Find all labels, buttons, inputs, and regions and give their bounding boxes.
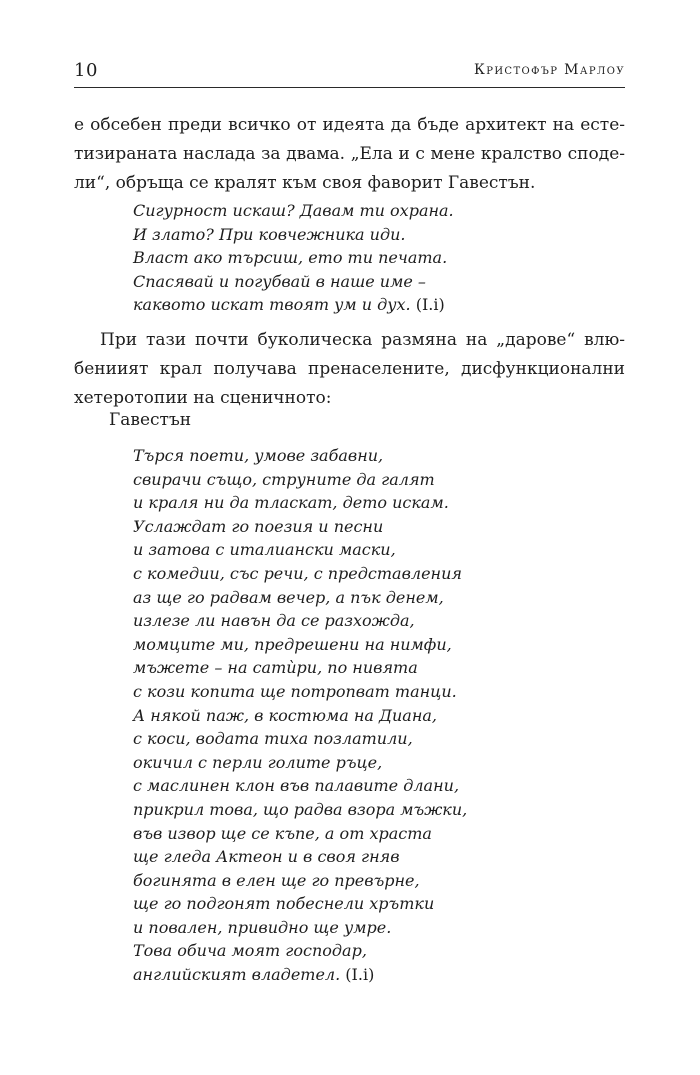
verse-line: Услаждат го поезия и песни	[133, 516, 384, 536]
verse-reference: (I.i)	[345, 965, 375, 985]
verse-line: Спасявай и погубвай в наше име –	[133, 271, 426, 291]
header-rule	[74, 87, 625, 88]
verse-line: с коси, водата тиха позлатили,	[133, 729, 413, 749]
verse-line-text: английският владетел.	[133, 965, 341, 985]
paragraph-line: бениият крал получава пренаселените, дисфункционални	[74, 359, 625, 379]
verse-line: и повален, привидно ще умре.	[133, 917, 392, 937]
verse-line: с комедии, със речи, с представления	[133, 563, 462, 583]
page-number: 10	[74, 60, 98, 81]
paragraph-2	[74, 326, 625, 413]
verse-reference: (I.i)	[415, 295, 445, 315]
page-header	[74, 60, 625, 84]
verse-line: мъжете – на сатѝри, по нивята	[133, 658, 418, 678]
verse-line: прикрил това, що радва взора мъжки,	[133, 799, 468, 819]
verse-line	[133, 293, 454, 317]
paragraph-line: е обсебен преди всичко от идеята да бъде архитект на есте-	[74, 115, 625, 135]
verse-line: с кози копита ще потропват танци.	[133, 681, 457, 701]
verse-line: Това обича моят господар,	[133, 941, 367, 961]
verse-line: с маслинен клон във палавите длани,	[133, 776, 460, 796]
running-head: Кристофър Марлоу	[473, 62, 625, 78]
verse-line: богинята в елен ще го превърне,	[133, 870, 420, 890]
paragraph-line: тизираната наслада за двама. „Ела и с мене кралство споде-	[74, 144, 625, 164]
verse-line: А някой паж, в костюма на Диана,	[133, 705, 437, 725]
verse-quote-1	[133, 199, 454, 317]
verse-line: аз ще го радвам вечер, а пък денем,	[133, 587, 444, 607]
verse-line: ще гледа Актеон и в своя гняв	[133, 847, 400, 867]
verse-line: ще го подгонят побеснели хрътки	[133, 894, 435, 914]
verse-line-text: каквото искат твоят ум и дух.	[133, 295, 411, 315]
paragraph-line: При тази почти буколическа размяна на „дарове“ влю-	[100, 330, 625, 350]
speaker-name: Гавестън	[109, 410, 192, 430]
paragraph-line: хетеротопии на сценичното:	[74, 388, 332, 408]
verse-line: Сигурност искаш? Давам ти охрана.	[133, 201, 454, 220]
verse-line: окичил с перли голите ръце,	[133, 752, 383, 772]
verse-line: излезе ли навън да се разхожда,	[133, 611, 415, 631]
verse-line: И злато? При ковчежника иди.	[133, 224, 406, 244]
verse-line: Власт ако търсиш, ето ти печата.	[133, 248, 448, 268]
verse-line: свирачи също, струните да галят	[133, 469, 435, 489]
verse-line	[133, 963, 467, 987]
verse-line: Търся поети, умове забавни,	[133, 446, 384, 465]
verse-line: момците ми, предрешени на нимфи,	[133, 634, 452, 654]
verse-quote-2	[133, 444, 467, 987]
verse-line: и затова с италиански маски,	[133, 540, 396, 560]
verse-line: във извор ще се къпе, а от храста	[133, 823, 432, 843]
verse-line: и краля ни да тласкат, дето искам.	[133, 493, 449, 513]
paragraph-1	[74, 111, 625, 198]
paragraph-line: ли“, обръща се кралят към своя фаворит Гавестън.	[74, 173, 536, 193]
